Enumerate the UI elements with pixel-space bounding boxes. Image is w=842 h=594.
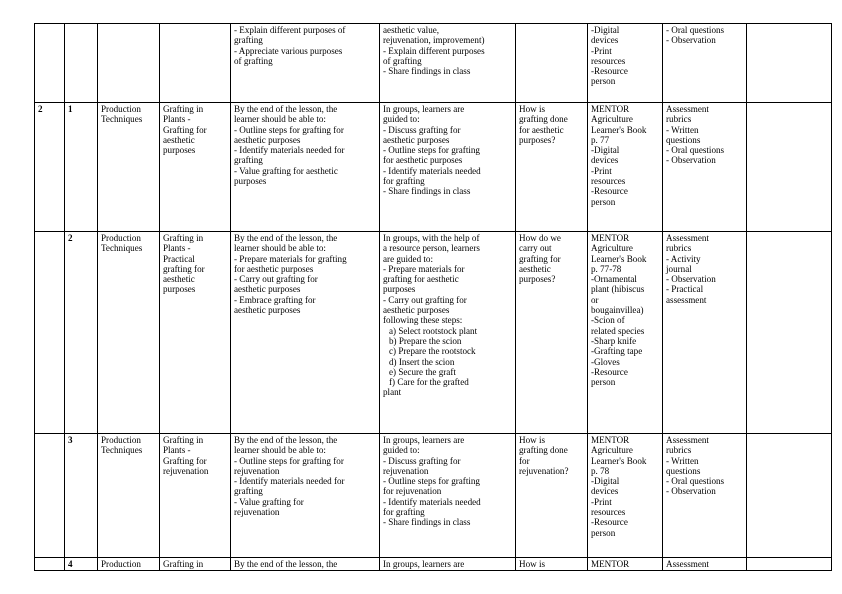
cell-line: Learner's Book [591, 253, 647, 264]
cell-line: for rejuvenation [383, 486, 442, 497]
cell-line: Grafting in [163, 435, 204, 445]
cell-line: MENTOR [591, 435, 630, 445]
cell-line: are guided to: [383, 253, 433, 264]
table-row [35, 232, 832, 434]
table-body [35, 24, 832, 571]
cell-line: In groups, learners are [383, 559, 465, 569]
cell-line: How is [519, 435, 546, 445]
cell-line: resources [591, 55, 626, 66]
cell-line: By the end of the lesson, the [234, 435, 338, 445]
table-row [35, 558, 832, 571]
cell-line: -Digital [591, 476, 620, 487]
cell-line: - Share findings in class [383, 517, 471, 528]
reflection-cell [747, 558, 832, 571]
cell-line: Plants - [163, 114, 191, 125]
cell-line: rejuvenation [234, 465, 280, 476]
cell-line: grafting done [519, 114, 568, 125]
learning-experiences-cell [380, 558, 516, 571]
cell-line: person [591, 527, 616, 538]
cell-line: - Carry out grafting for [383, 294, 467, 305]
cell-line: Assessment [666, 559, 709, 569]
cell-line: aesthetic purposes [383, 305, 450, 316]
cell-line: Agriculture [591, 114, 633, 125]
cell-line: rejuvenation [163, 465, 209, 476]
learning-resources-cell [588, 24, 663, 103]
learning-experiences-cell [380, 103, 516, 232]
cell-line: purposes [163, 145, 196, 156]
cell-line: p. 77 [591, 134, 610, 145]
cell-line: Practical [163, 253, 195, 264]
cell-line: for aesthetic [519, 124, 564, 135]
reflection-cell [747, 232, 832, 434]
cell-line: rejuvenation [383, 465, 429, 476]
key-inquiry-question-cell [516, 434, 588, 558]
cell-line: MENTOR [591, 104, 630, 114]
cell-line: - Explain different purposes [383, 45, 485, 56]
lesson-number-cell: 3 [65, 434, 98, 558]
cell-line: learner should be able to: [234, 243, 326, 254]
strand-cell [98, 24, 160, 103]
cell-line: -Resource [591, 366, 628, 377]
cell-line: carry out [519, 243, 552, 254]
cell-line: rubrics [666, 243, 692, 254]
lesson-number-cell [65, 24, 98, 103]
sub-strand-cell [160, 434, 231, 558]
cell-line: -Print [591, 45, 612, 56]
week-number-cell [35, 434, 65, 558]
cell-line: Production [101, 233, 141, 243]
cell-line: Production [101, 104, 141, 114]
learning-outcomes-cell [231, 434, 380, 558]
cell-line: grafting for aesthetic [383, 274, 459, 285]
cell-line: guided to: [383, 114, 420, 125]
cell-line: rejuvenation, improvement) [383, 35, 485, 46]
strand-cell [98, 232, 160, 434]
learning-outcomes-cell [231, 103, 380, 232]
cell-line: -Grafting tape [591, 346, 643, 357]
cell-line: Grafting in [163, 233, 204, 243]
cell-line: grafting [234, 486, 263, 497]
cell-line: Techniques [101, 445, 143, 456]
cell-line: a resource person, learners [383, 243, 480, 254]
key-inquiry-question-cell [516, 103, 588, 232]
cell-line: By the end of the lesson, the [234, 559, 338, 569]
learning-experiences-cell [380, 434, 516, 558]
assessment-cell [663, 103, 747, 232]
cell-line: d) Insert the scion [389, 356, 455, 367]
cell-line: grafting for [163, 263, 205, 274]
cell-line: In groups, learners are [383, 104, 465, 114]
table-row [35, 24, 832, 103]
sub-strand-cell [160, 24, 231, 103]
cell-line: person [591, 377, 616, 388]
cell-line: - Outline steps for grafting for [234, 124, 344, 135]
cell-line: -Resource [591, 66, 628, 77]
cell-line: Plants - [163, 445, 191, 456]
cell-line: b) Prepare the scion [389, 335, 462, 346]
learning-outcomes-cell [231, 24, 380, 103]
cell-line: for grafting [383, 176, 425, 187]
cell-line: - Identify materials needed for [234, 145, 345, 156]
cell-line: Agriculture [591, 445, 633, 456]
cell-line: Assessment [666, 435, 709, 445]
cell-line: By the end of the lesson, the [234, 104, 338, 114]
cell-line: purposes? [519, 274, 556, 285]
cell-line: Techniques [101, 243, 143, 254]
cell-line: purposes [234, 176, 267, 187]
cell-line: - Discuss grafting for [383, 455, 461, 466]
cell-line: aesthetic purposes [234, 134, 301, 145]
cell-line: In groups, with the help of [383, 233, 480, 243]
learning-experiences-cell [380, 232, 516, 434]
cell-line: journal [666, 263, 692, 274]
cell-line: - Appreciate various purposes [234, 45, 343, 56]
reflection-cell [747, 24, 832, 103]
cell-line: - Value grafting for [234, 496, 304, 507]
cell-line: - Observation [666, 486, 716, 497]
cell-line: for aesthetic purposes [383, 155, 463, 166]
week-number-cell: 2 [35, 103, 65, 232]
cell-line: Assessment [666, 233, 709, 243]
cell-line: learner should be able to: [234, 445, 326, 456]
cell-line: Production [101, 559, 141, 569]
cell-line: How is [519, 559, 546, 569]
cell-line: How is [519, 104, 546, 114]
cell-line: -Sharp knife [591, 335, 637, 346]
cell-line: bougainvillea) [591, 305, 644, 316]
cell-line: plant (hibiscus [591, 284, 645, 295]
cell-line: How do we [519, 233, 561, 243]
cell-line: - Observation [666, 155, 716, 166]
cell-line: person [591, 196, 616, 207]
cell-line: aesthetic purposes [234, 305, 301, 316]
cell-line: -Print [591, 165, 612, 176]
cell-line: for [519, 455, 530, 466]
cell-line: - Outline steps for grafting [383, 145, 480, 156]
cell-line: learner should be able to: [234, 114, 326, 125]
table-row [35, 434, 832, 558]
strand-cell [98, 434, 160, 558]
cell-line: Techniques [101, 114, 143, 125]
cell-line: rubrics [666, 445, 692, 456]
cell-line: rejuvenation [234, 507, 280, 518]
cell-line: - Activity [666, 253, 701, 264]
cell-line: -Gloves [591, 356, 620, 367]
cell-line: - Identify materials needed [383, 165, 481, 176]
week-number-cell [35, 558, 65, 571]
cell-line: - Discuss grafting for [383, 124, 461, 135]
cell-line: - Outline steps for grafting for [234, 455, 344, 466]
cell-line: - Carry out grafting for [234, 274, 318, 285]
cell-line: - Explain different purposes of [234, 25, 346, 35]
cell-line: f) Care for the grafted [389, 377, 469, 388]
cell-line: Grafting in [163, 559, 204, 569]
cell-line: Grafting in [163, 104, 204, 114]
cell-line: guided to: [383, 445, 420, 456]
cell-line: - Embrace grafting for [234, 294, 316, 305]
cell-line: grafting [234, 35, 263, 46]
assessment-cell [663, 558, 747, 571]
cell-line: questions [666, 465, 701, 476]
key-inquiry-question-cell [516, 24, 588, 103]
strand-cell [98, 103, 160, 232]
cell-line: devices [591, 155, 619, 166]
cell-line: questions [666, 134, 701, 145]
cell-line: - Identify materials needed for [234, 476, 345, 487]
cell-line: - Share findings in class [383, 186, 471, 197]
cell-line: aesthetic [519, 263, 551, 274]
cell-line: c) Prepare the rootstock [389, 346, 476, 357]
cell-line: related species [591, 325, 645, 336]
cell-line: grafting for [519, 253, 561, 264]
cell-line: - Observation [666, 274, 716, 285]
cell-line: -Digital [591, 25, 620, 35]
cell-line: -Resource [591, 186, 628, 197]
cell-line: following these steps: [383, 315, 463, 326]
table-row [35, 103, 832, 232]
cell-line: purposes? [519, 134, 556, 145]
cell-line: of grafting [383, 55, 422, 66]
cell-line: - Oral questions [666, 25, 725, 35]
cell-line: person [591, 76, 616, 87]
cell-line: - Written [666, 455, 699, 466]
cell-line: - Oral questions [666, 476, 725, 487]
lesson-number-cell: 1 [65, 103, 98, 232]
cell-line: Grafting for [163, 124, 207, 135]
sub-strand-cell [160, 232, 231, 434]
scheme-of-work-sheet [34, 23, 831, 571]
cell-line: p. 78 [591, 465, 610, 476]
cell-line: assessment [666, 294, 707, 305]
cell-line: Plants - [163, 243, 191, 254]
cell-line: for aesthetic purposes [234, 263, 314, 274]
cell-line: devices [591, 486, 619, 497]
cell-line: In groups, learners are [383, 435, 465, 445]
lesson-number-cell: 2 [65, 232, 98, 434]
cell-line: resources [591, 507, 626, 518]
week-number-cell [35, 232, 65, 434]
sub-strand-cell [160, 558, 231, 571]
learning-resources-cell [588, 232, 663, 434]
cell-line: - Identify materials needed [383, 496, 481, 507]
key-inquiry-question-cell [516, 232, 588, 434]
cell-line: purposes [383, 284, 416, 295]
cell-line: - Written [666, 124, 699, 135]
cell-line: Agriculture [591, 243, 633, 254]
cell-line: e) Secure the graft [389, 366, 456, 377]
cell-line: - Prepare materials for grafting [234, 253, 347, 264]
cell-line: -Resource [591, 517, 628, 528]
assessment-cell [663, 24, 747, 103]
cell-line: of grafting [234, 55, 273, 66]
cell-line: grafting [234, 155, 263, 166]
key-inquiry-question-cell [516, 558, 588, 571]
cell-line: aesthetic [163, 274, 195, 285]
cell-line: - Share findings in class [383, 66, 471, 77]
cell-line: -Print [591, 496, 612, 507]
cell-line: Learner's Book [591, 455, 647, 466]
learning-outcomes-cell [231, 558, 380, 571]
cell-line: grafting done [519, 445, 568, 456]
cell-line: devices [591, 35, 619, 46]
cell-line: MENTOR [591, 559, 630, 569]
cell-line: By the end of the lesson, the [234, 233, 338, 243]
learning-resources-cell [588, 558, 663, 571]
learning-experiences-cell [380, 24, 516, 103]
cell-line: -Scion of [591, 315, 625, 326]
cell-line: -Ornamental [591, 274, 637, 285]
cell-line: or [591, 294, 599, 305]
assessment-cell [663, 232, 747, 434]
cell-line: aesthetic value, [383, 25, 440, 35]
reflection-cell [747, 434, 832, 558]
cell-line: a) Select rootstock plant [389, 325, 478, 336]
learning-resources-cell [588, 103, 663, 232]
cell-line: - Value grafting for aesthetic [234, 165, 338, 176]
cell-line: Assessment [666, 104, 709, 114]
cell-line: - Outline steps for grafting [383, 476, 480, 487]
cell-line: for grafting [383, 507, 425, 518]
strand-cell [98, 558, 160, 571]
cell-line: aesthetic [163, 134, 195, 145]
cell-line: - Prepare materials for [383, 263, 465, 274]
cell-line: - Observation [666, 35, 716, 46]
cell-line: rejuvenation? [519, 465, 569, 476]
cell-line: Grafting for [163, 455, 207, 466]
cell-line: - Practical [666, 284, 704, 295]
cell-line: rubrics [666, 114, 692, 125]
reflection-cell [747, 103, 832, 232]
cell-line: aesthetic purposes [383, 134, 450, 145]
cell-line: plant [383, 387, 402, 398]
cell-line: purposes [163, 284, 196, 295]
cell-line: aesthetic purposes [234, 284, 301, 295]
cell-line: -Digital [591, 145, 620, 156]
sub-strand-cell [160, 103, 231, 232]
cell-line: - Oral questions [666, 145, 725, 156]
scheme-of-work-table [34, 23, 832, 571]
cell-line: Production [101, 435, 141, 445]
learning-resources-cell [588, 434, 663, 558]
lesson-number-cell: 4 [65, 558, 98, 571]
assessment-cell [663, 434, 747, 558]
learning-outcomes-cell [231, 232, 380, 434]
cell-line: Learner's Book [591, 124, 647, 135]
week-number-cell [35, 24, 65, 103]
cell-line: resources [591, 176, 626, 187]
cell-line: MENTOR [591, 233, 630, 243]
cell-line: p. 77-78 [591, 263, 622, 274]
